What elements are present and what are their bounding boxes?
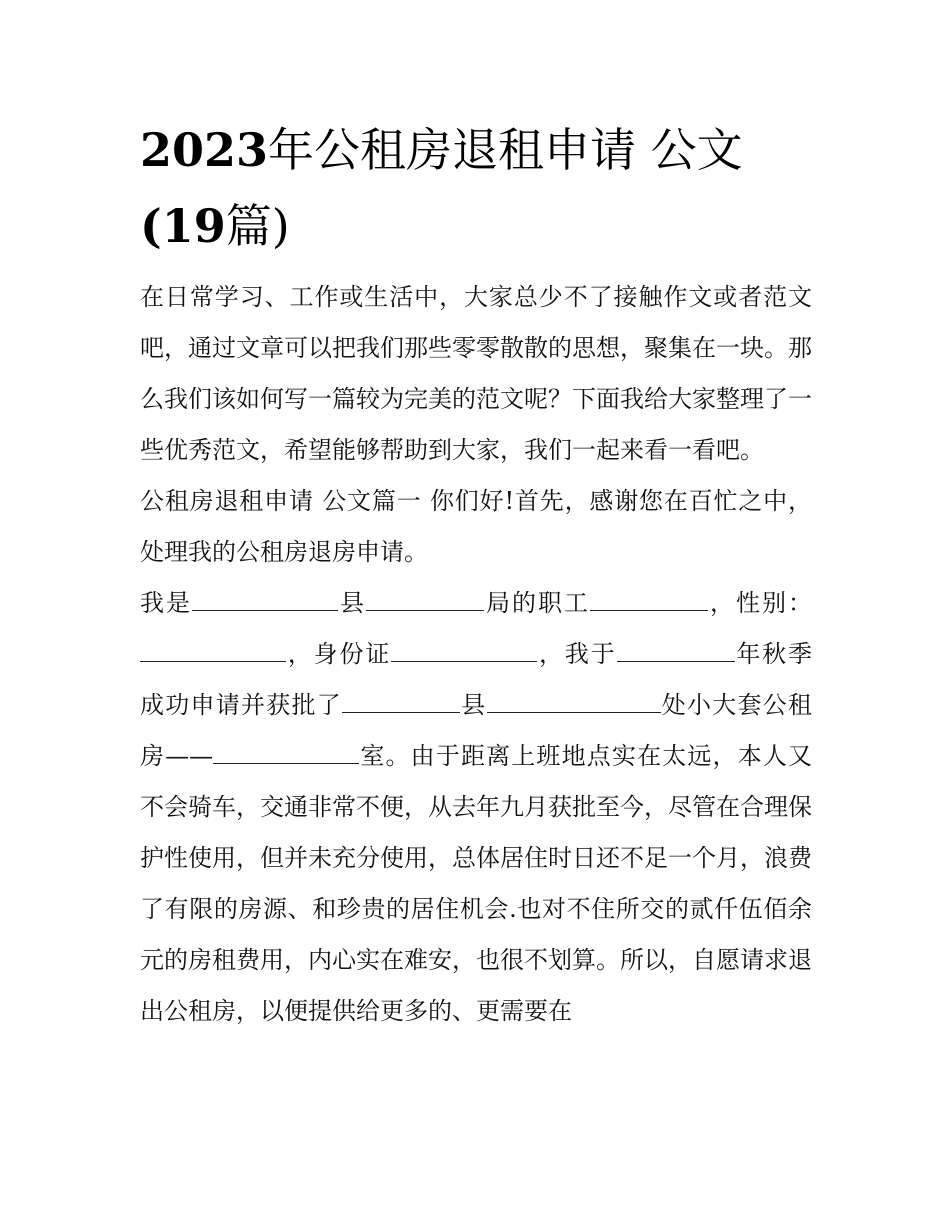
text-segment: ，身份证 [286, 640, 392, 668]
document-body [140, 112, 812, 1037]
title-main: 年公租房退租申请 公文 [268, 123, 743, 177]
text-segment: 县 [460, 691, 487, 719]
text-segment: 县 [338, 589, 366, 617]
blank-line [487, 690, 661, 713]
paragraph-2 [140, 578, 812, 1037]
blank-line [391, 639, 537, 662]
text-segment: ，性别： [708, 589, 812, 617]
text-segment: 处小大套公租房—— [140, 691, 812, 770]
blank-line [213, 741, 359, 764]
blank-line [342, 690, 460, 713]
title-year: 2023 [140, 123, 269, 177]
title-count-text: 篇) [225, 199, 290, 253]
blank-line [192, 588, 338, 611]
text-segment: 局的职工 [484, 589, 590, 617]
title-count-number: 19 [161, 199, 226, 253]
text-segment: 我是 [140, 589, 192, 617]
blank-line [617, 639, 735, 662]
title-count-open: ( [140, 199, 162, 253]
document-title [140, 112, 812, 264]
blank-line [590, 588, 708, 611]
text-segment: ，我于 [537, 640, 617, 668]
intro-paragraph: 在日常学习、工作或生活中，大家总少不了接触作文或者范文吧，通过文章可以把我们那些零零散散的思想，聚集在一块。那么我们该如何写一篇较为完美的范文呢？下面我给大家整理了一些优秀范文，希望能够帮助到大家，我们一起来看一看吧。 [140, 283, 812, 464]
blank-line [140, 639, 286, 662]
blank-line [366, 588, 484, 611]
text-segment: 年秋季成功申请并获批了 [140, 640, 813, 719]
paragraph-1: 公租房退租申请 公文篇一 你们好!首先，感谢您在百忙之中，处理我的公租房退房申请。 [140, 487, 812, 566]
text-segment: 室。由于距离上班地点实在太远，本人又不会骑车，交通非常不便，从去年九月获批至今，尽管在合理保护性使用，但并未充分使用，总体居住时日还不足一个月，浪费了有限的房源、和珍贵的居住机会.也对不住所交的贰仟伍佰余元的房租费用，内心实在难安，也很不划算。所以，自愿请求退出公租房，以便提供给更多的、更需要在 [140, 742, 813, 1025]
